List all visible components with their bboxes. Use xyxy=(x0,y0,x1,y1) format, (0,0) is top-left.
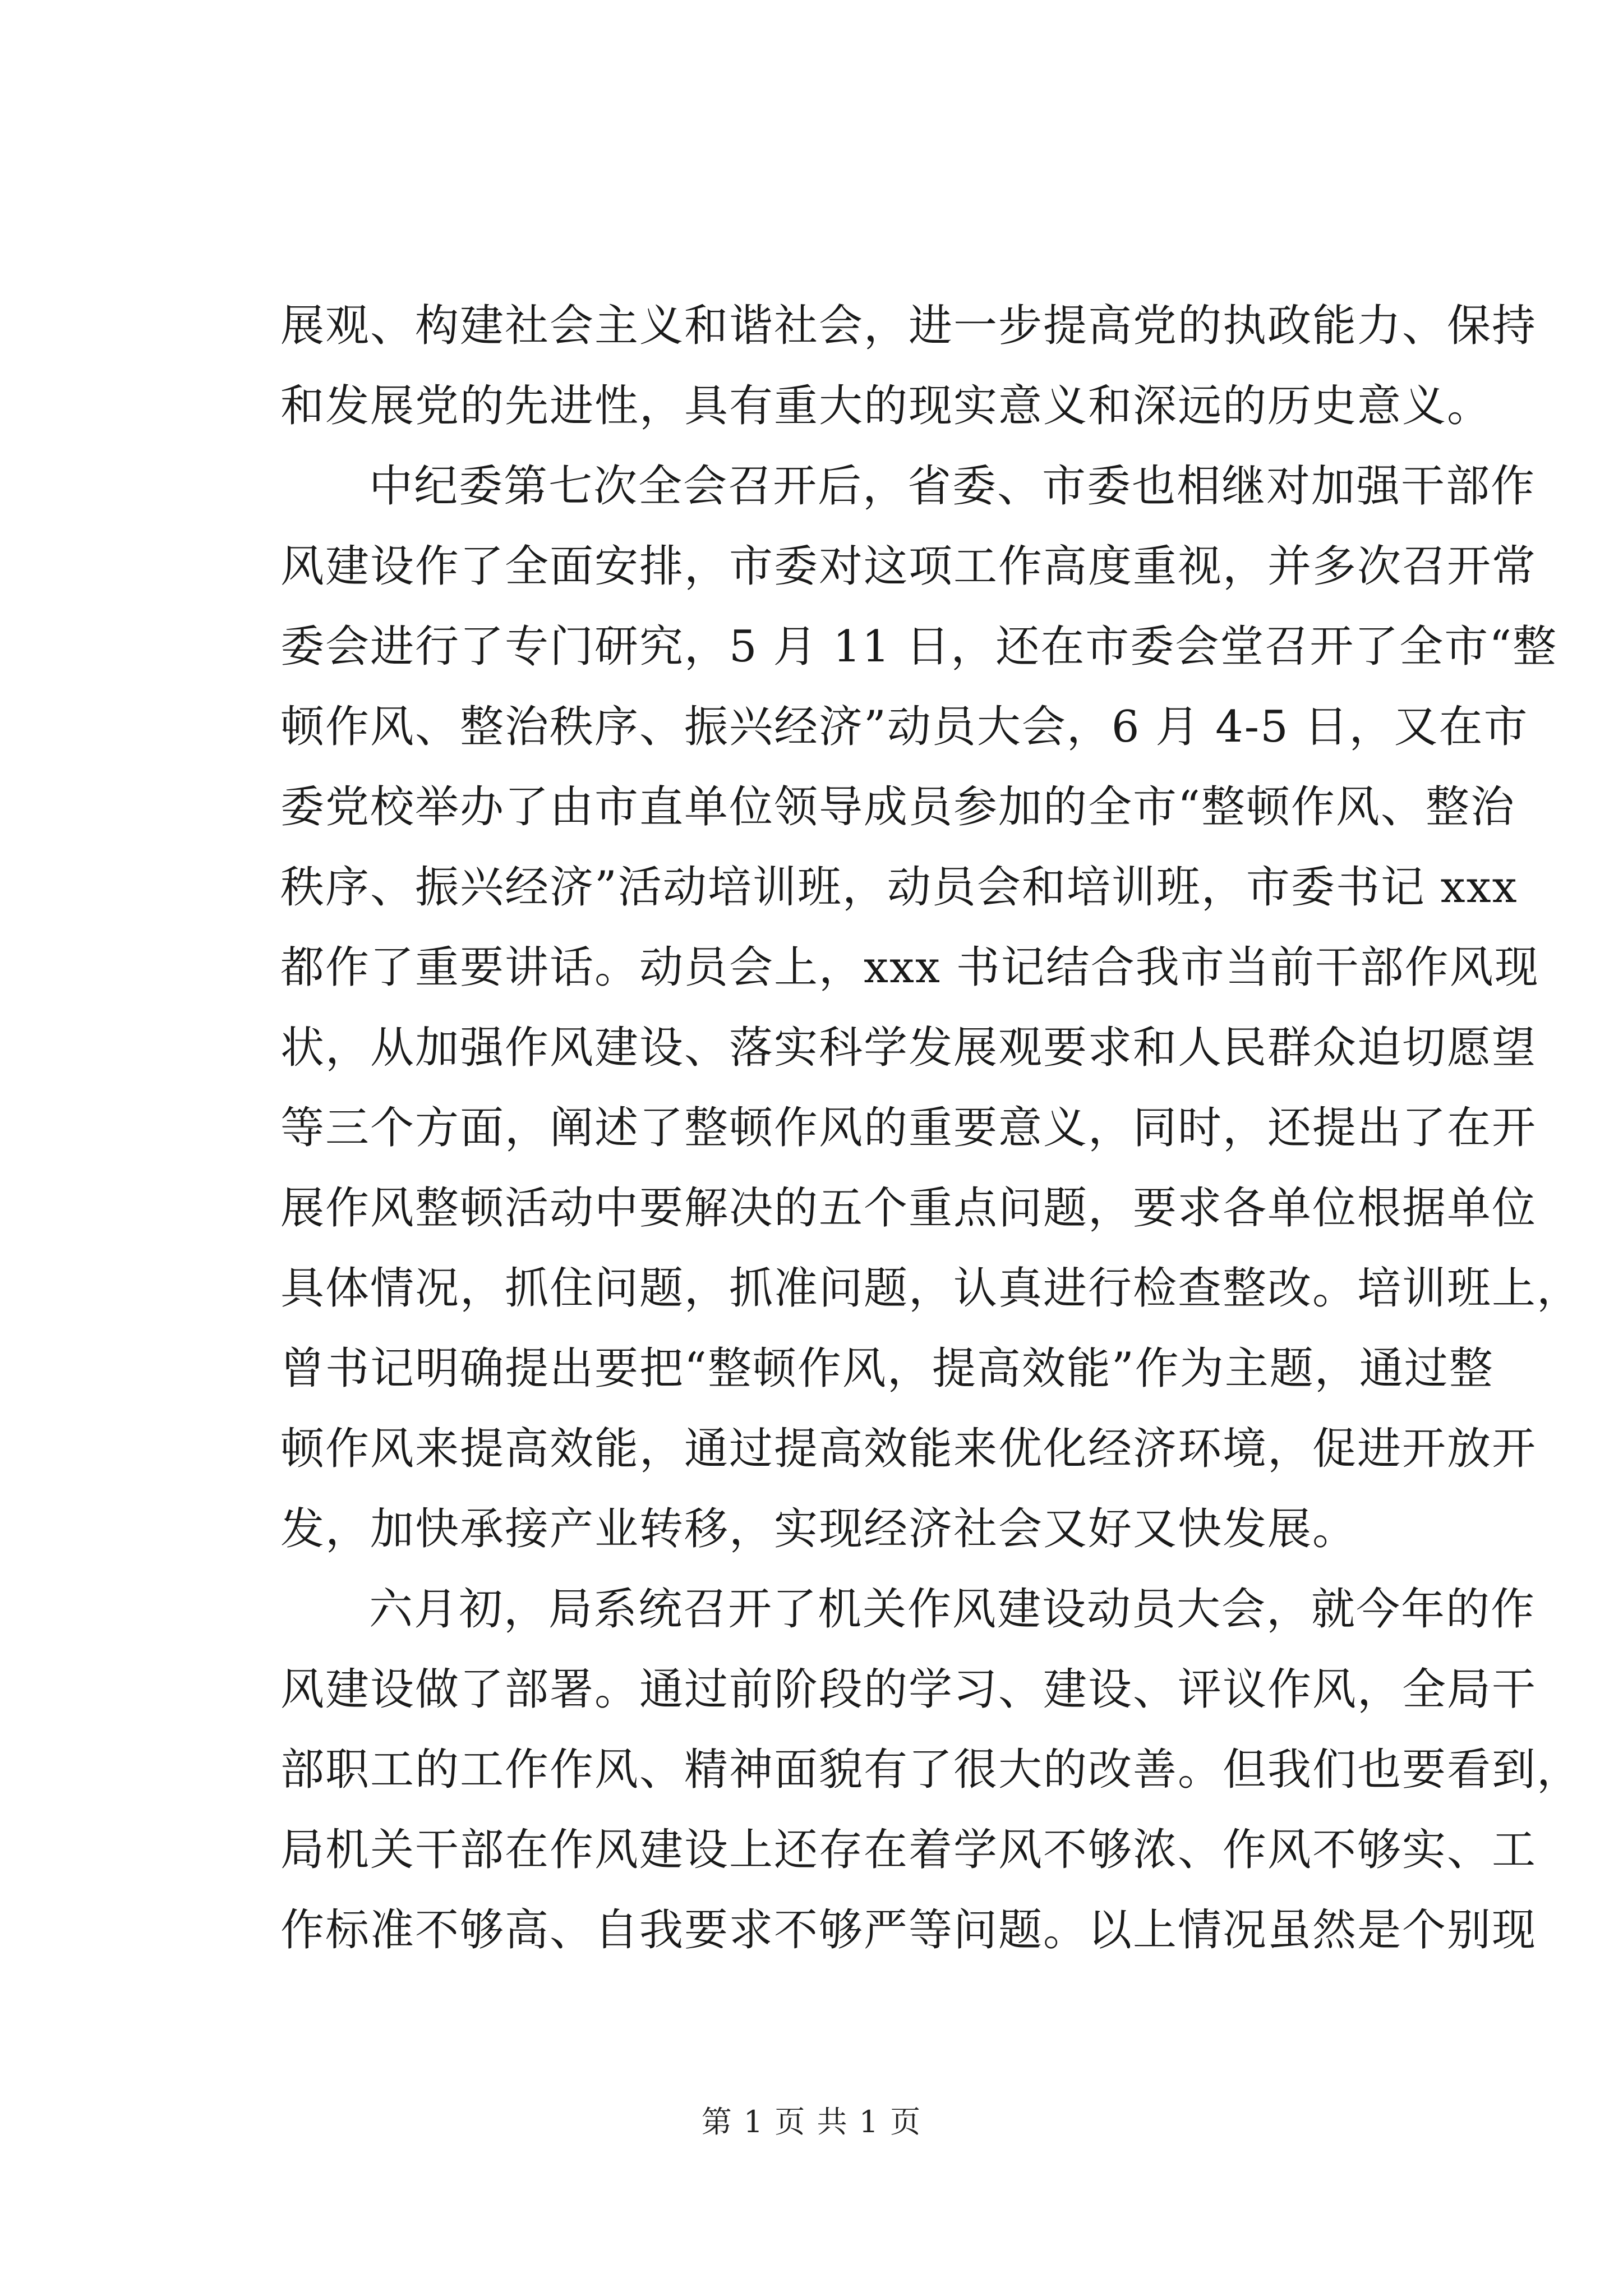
text-line: 发，加快承接产业转移，实现经济社会又好又快发展。 xyxy=(280,1504,1358,1554)
text-line: 顿作风来提高效能，通过提高效能来优化经济环境，促进开放开 xyxy=(280,1424,1537,1474)
text-line: 具体情况，抓住问题，抓准问题，认真进行检查整改。培训班上， xyxy=(280,1263,1582,1314)
text-line: 委党校举办了由市直单位领导成员参加的全市“整顿作风、整治 xyxy=(280,782,1515,832)
text-line: 状，从加强作风建设、落实科学发展观要求和人民群众迫切愿望 xyxy=(280,1023,1537,1073)
page-footer xyxy=(0,2098,1623,2141)
text-line: 秩序、振兴经济”活动培训班，动员会和培训班，市委书记 xxx xyxy=(280,862,1518,913)
text-line: 委会进行了专门研究，5 月 11 日，还在市委会堂召开了全市“整 xyxy=(280,622,1558,672)
text-line: 等三个方面，阐述了整顿作风的重要意义，同时，还提出了在开 xyxy=(280,1103,1537,1153)
text-line: 曾书记明确提出要把“整顿作风，提高效能”作为主题，通过整 xyxy=(280,1343,1494,1394)
document-body xyxy=(280,286,1582,1971)
text-line: 作标准不够高、自我要求不够严等问题。以上情况虽然是个别现 xyxy=(280,1905,1537,1955)
text-line: 中纪委第七次全会召开后，省委、市委也相继对加强干部作 xyxy=(369,461,1536,512)
text-line: 局机关干部在作风建设上还存在着学风不够浓、作风不够实、工 xyxy=(280,1825,1537,1875)
text-line: 风建设作了全面安排，市委对这项工作高度重视，并多次召开常 xyxy=(280,541,1537,592)
text-line: 和发展党的先进性，具有重大的现实意义和深远的历史意义。 xyxy=(280,381,1492,431)
text-line: 都作了重要讲话。动员会上，xxx 书记结合我市当前干部作风现 xyxy=(280,942,1539,993)
text-line: 顿作风、整治秩序、振兴经济”动员大会，6 月 4-5 日，又在市 xyxy=(280,702,1529,752)
text-line: 展观、构建社会主义和谐社会，进一步提高党的执政能力、保持 xyxy=(280,301,1537,351)
text-line: 部职工的工作作风、精神面貌有了很大的改善。但我们也要看到， xyxy=(280,1745,1582,1795)
text-line: 展作风整顿活动中要解决的五个重点问题，要求各单位根据单位 xyxy=(280,1183,1537,1234)
text-line: 风建设做了部署。通过前阶段的学习、建设、评议作风，全局干 xyxy=(280,1664,1537,1715)
page-number-label: 第 1 页 共 1 页 xyxy=(701,2104,922,2139)
text-line: 六月初，局系统召开了机关作风建设动员大会，就今年的作 xyxy=(369,1584,1536,1635)
